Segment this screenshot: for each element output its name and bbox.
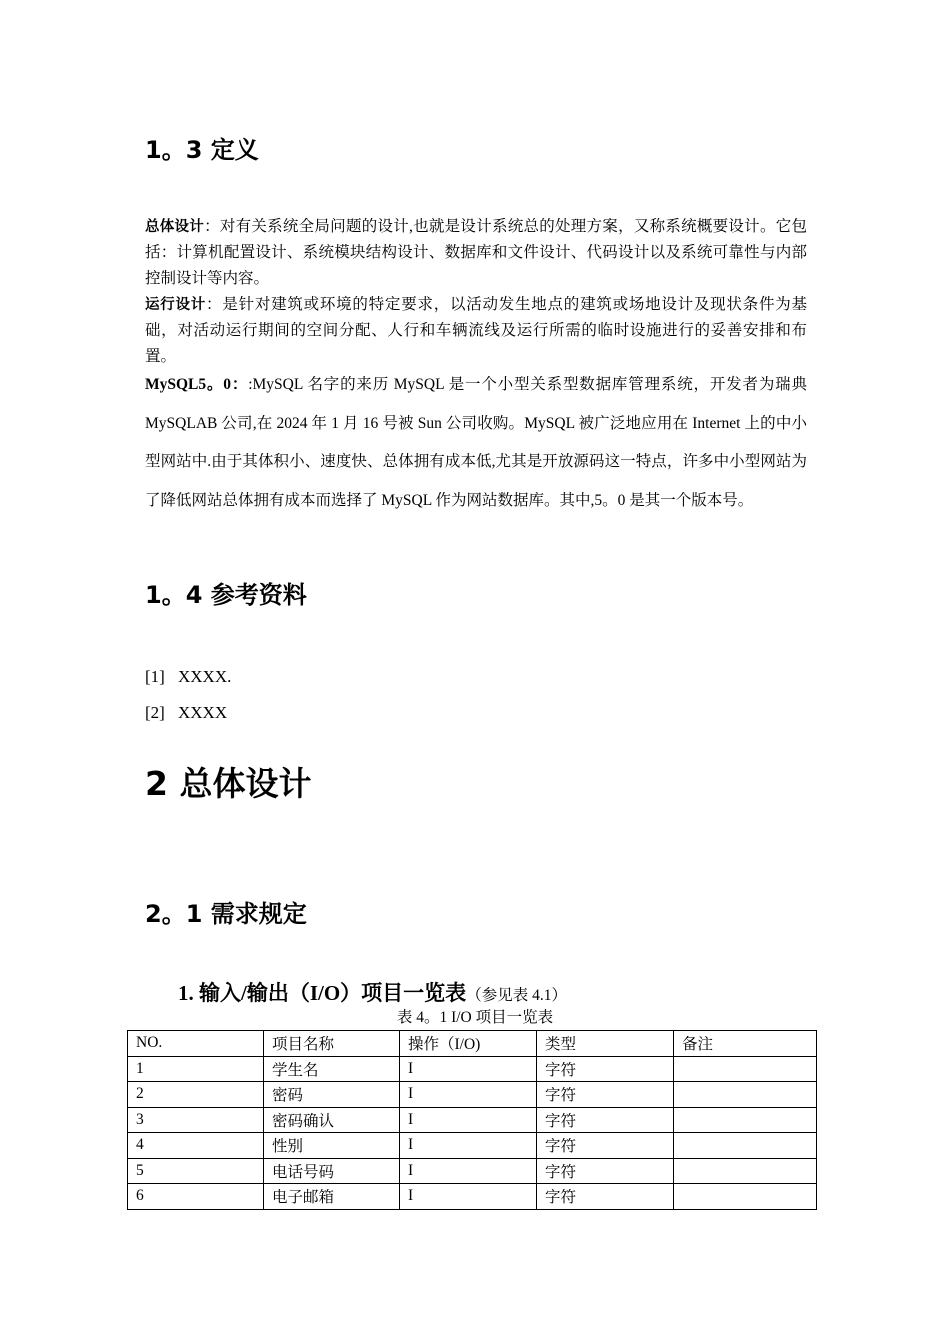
section-heading-1-4: 1。4 参考资料 [145, 581, 307, 609]
reference-item [145, 659, 231, 695]
io-table [127, 1030, 817, 1210]
table-cell: 字符 [537, 1133, 674, 1159]
section-heading-2-1: 2。1 需求规定 [145, 900, 307, 928]
table-cell: 1 [128, 1056, 264, 1082]
reference-number: [1] [145, 667, 165, 686]
column-header: 项目名称 [264, 1031, 400, 1057]
table-cell: 密码确认 [264, 1107, 400, 1133]
table-row [128, 1082, 817, 1108]
table-cell: 字符 [537, 1107, 674, 1133]
table-cell: 字符 [537, 1158, 674, 1184]
table-cell [674, 1184, 817, 1210]
table-cell [674, 1107, 817, 1133]
reference-item [145, 695, 231, 731]
reference-text: XXXX [178, 703, 228, 722]
definition-term: MySQL5。0 [145, 376, 232, 393]
definition-item [145, 214, 807, 292]
table-cell [674, 1056, 817, 1082]
definition-term: 运行设计 [145, 297, 207, 313]
column-header: NO. [128, 1031, 264, 1057]
definition-separator: ： [204, 218, 220, 235]
table-cell: 2 [128, 1082, 264, 1108]
table-cell: I [400, 1082, 537, 1108]
definition-text: 是针对建筑或环境的特定要求，以活动发生地点的建筑或场地设计及现状条件为基础，对活动运行期间的空间分配、人行和车辆流线及运行所需的临时设施进行的妥善安排和布置。 [145, 296, 807, 365]
table-cell: 字符 [537, 1184, 674, 1210]
io-subheading-note: （参见表 4.1） [466, 987, 567, 1004]
table-row [128, 1107, 817, 1133]
table-caption: 表 4。1 I/O 项目一览表 [396, 1009, 554, 1026]
reference-list [145, 659, 231, 731]
table-row [128, 1133, 817, 1159]
table-cell: I [400, 1184, 537, 1210]
table-cell: 性别 [264, 1133, 400, 1159]
table-row [128, 1184, 817, 1210]
section-heading-1-3: 1。3 定义 [145, 136, 259, 164]
definition-text: 对有关系统全局问题的设计,也就是设计系统总的处理方案，又称系统概要设计。它包括：计算机配置设计、系统模块结构设计、数据库和文件设计、代码设计以及系统可靠性与内部控制设计等内容。 [145, 218, 807, 287]
table-cell: 字符 [537, 1082, 674, 1108]
definition-text: :MySQL 名字的来历 MySQL 是一个小型关系型数据库管理系统，开发者为瑞典 MySQLAB 公司,在 2024 年 1 月 16 号被 Sun 公司收购。MySQL 被广泛地应用在 Internet 上的中小型网站中.由于其体积小、速度快、总体拥有成本低,尤其是开放源码这一特点，许多中小型网站为了降低网站总体拥有成本而选择了 MySQL 作为网站数据库。其中,5。0 是其一个版本号。 [145, 376, 807, 509]
table-cell: I [400, 1133, 537, 1159]
io-subheading [178, 979, 567, 1010]
io-subheading-text: 1. 输入/输出（I/O）项目一览表 [178, 981, 467, 1005]
reference-text: XXXX. [178, 667, 232, 686]
table-header-row [128, 1031, 817, 1057]
table-cell: I [400, 1158, 537, 1184]
definition-separator: ： [206, 296, 223, 313]
table-cell [674, 1082, 817, 1108]
column-header: 备注 [674, 1031, 817, 1057]
table-cell: 3 [128, 1107, 264, 1133]
table-cell: 密码 [264, 1082, 400, 1108]
table-cell: 6 [128, 1184, 264, 1210]
table-row [128, 1056, 817, 1082]
column-header: 操作（I/O) [400, 1031, 537, 1057]
definition-separator: ： [231, 376, 249, 393]
definition-item [145, 366, 807, 520]
definition-item [145, 292, 807, 370]
table-cell: 学生名 [264, 1056, 400, 1082]
column-header: 类型 [537, 1031, 674, 1057]
table-cell: I [400, 1056, 537, 1082]
table-cell: 字符 [537, 1056, 674, 1082]
table-cell [674, 1158, 817, 1184]
table-row [128, 1158, 817, 1184]
chapter-heading-2: 2 总体设计 [145, 764, 312, 803]
table-cell: 5 [128, 1158, 264, 1184]
table-cell [674, 1133, 817, 1159]
definition-term: 总体设计 [145, 219, 205, 235]
table-cell: 电话号码 [264, 1158, 400, 1184]
table-cell: 4 [128, 1133, 264, 1159]
table-cell: 电子邮箱 [264, 1184, 400, 1210]
table-cell: I [400, 1107, 537, 1133]
definitions-block [145, 214, 807, 520]
reference-number: [2] [145, 703, 165, 722]
